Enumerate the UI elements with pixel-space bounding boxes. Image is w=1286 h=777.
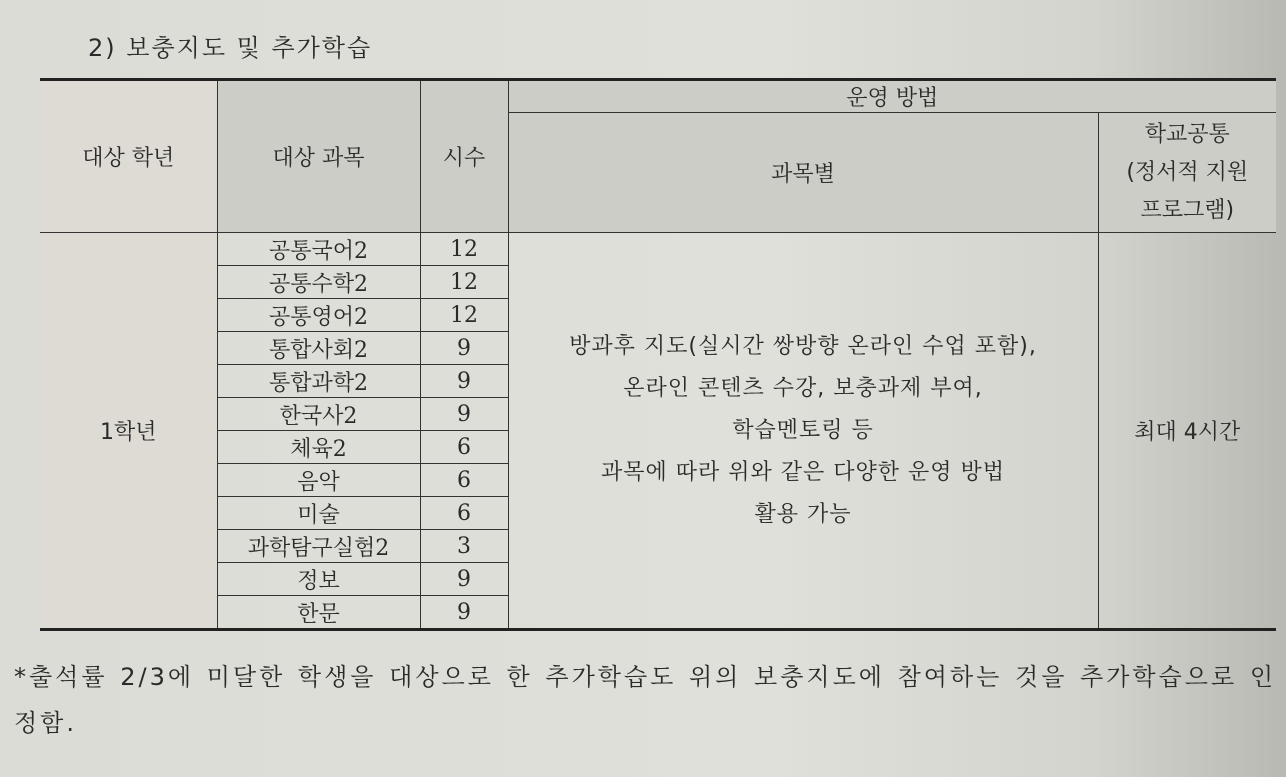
subject-cell: 공통수학2	[217, 266, 420, 299]
header-hours: 시수	[420, 80, 508, 233]
subject-cell: 음악	[217, 464, 420, 497]
header-school-common-line: (정서적 지원	[1126, 159, 1249, 185]
hours-cell: 6	[420, 497, 508, 530]
method-line: 과목에 따라 위와 같은 다양한 운영 방법	[601, 459, 1005, 485]
header-subject: 대상 과목	[217, 80, 420, 233]
method-line: 학습멘토링 등	[732, 417, 874, 443]
table-row	[40, 233, 1276, 266]
method-line: 활용 가능	[754, 501, 852, 527]
subject-cell: 공통국어2	[217, 233, 420, 266]
supplementary-table	[40, 78, 1276, 631]
header-grade: 대상 학년	[40, 80, 217, 233]
grade-cell: 1학년	[40, 233, 217, 630]
school-common-value: 최대 4시간	[1098, 233, 1276, 630]
table-body	[40, 233, 1276, 630]
subject-cell: 미술	[217, 497, 420, 530]
subject-cell: 정보	[217, 563, 420, 596]
method-line: 온라인 콘텐츠 수강, 보충과제 부여,	[623, 375, 983, 401]
hours-cell: 9	[420, 365, 508, 398]
footnote: *출석률 2/3에 미달한 학생을 대상으로 한 추가학습도 위의 보충지도에 참여하는 것을 추가학습으로 인정함.	[14, 663, 1276, 737]
subject-cell: 한문	[217, 596, 420, 630]
hours-cell: 9	[420, 596, 508, 630]
hours-cell: 12	[420, 299, 508, 332]
header-by-subject: 과목별	[508, 113, 1098, 233]
hours-cell: 9	[420, 563, 508, 596]
header-school-common-line: 프로그램)	[1140, 197, 1235, 223]
subject-cell: 과학탐구실험2	[217, 530, 420, 563]
header-school-common-line: 학교공통	[1144, 121, 1230, 147]
method-line: 방과후 지도(실시간 쌍방향 온라인 수업 포함),	[569, 333, 1037, 359]
section-title: 2) 보충지도 및 추가학습	[88, 34, 373, 62]
header-method-group: 운영 방법	[508, 80, 1276, 113]
subject-cell: 통합사회2	[217, 332, 420, 365]
subject-cell: 통합과학2	[217, 365, 420, 398]
subject-cell: 공통영어2	[217, 299, 420, 332]
hours-cell: 6	[420, 431, 508, 464]
hours-cell: 9	[420, 398, 508, 431]
supplementary-table-wrapper	[40, 78, 1276, 631]
hours-cell: 3	[420, 530, 508, 563]
method-cell	[508, 233, 1098, 630]
hours-cell: 6	[420, 464, 508, 497]
header-school-common	[1098, 113, 1276, 233]
hours-cell: 9	[420, 332, 508, 365]
hours-cell: 12	[420, 266, 508, 299]
hours-cell: 12	[420, 233, 508, 266]
subject-cell: 한국사2	[217, 398, 420, 431]
subject-cell: 체육2	[217, 431, 420, 464]
